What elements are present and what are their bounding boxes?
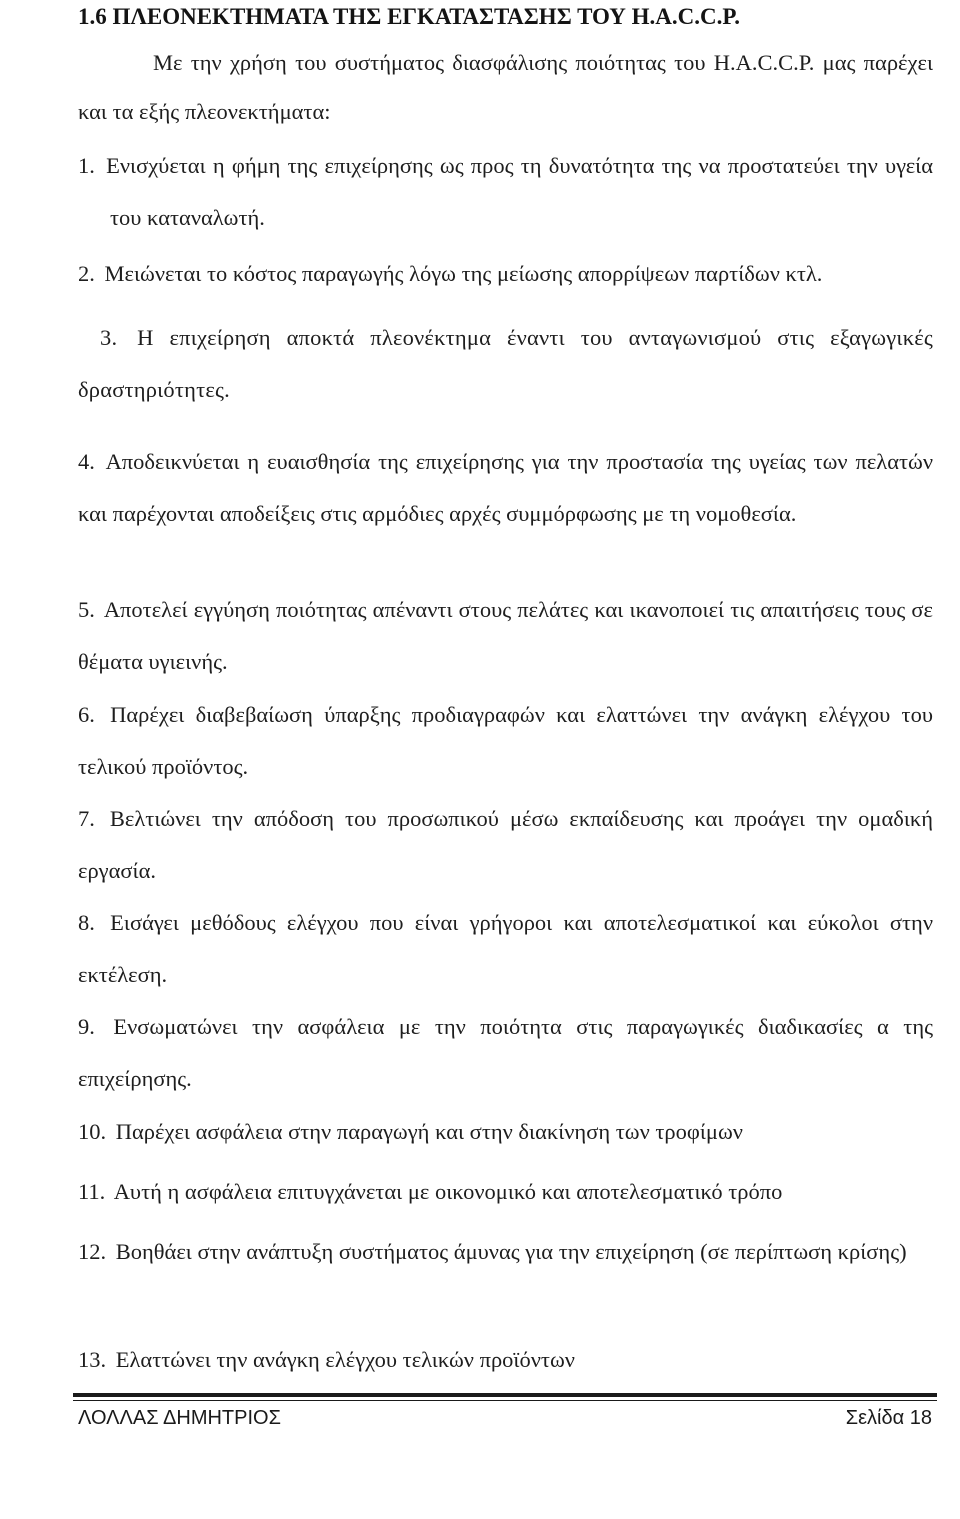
footer-divider [73, 1393, 937, 1397]
list-item-text: Ενσωματώνει την ασφάλεια με την ποιότητα στις παραγωγικές διαδικασίες α της επιχείρησης. [78, 1014, 933, 1091]
list-item-text: Ενισχύεται η φήμη της επιχείρησης ως προς τη δυνατότητα της να προστατεύει την υγεία του καταναλωτή. [106, 153, 934, 230]
section-heading: 1.6 ΠΛΕΟΝΕΚΤΗΜΑΤΑ ΤΗΣ ΕΓΚΑΤΑΣΤΑΣΗΣ ΤΟΥ Η.Α.C.C.P. [78, 4, 741, 29]
list-item-text: Εισάγει μεθόδους ελέγχου που είναι γρήγοροι και αποτελεσματικοί και εύκολοι στην εκτέλεση. [78, 910, 933, 987]
list-item-number: 12. [78, 1239, 107, 1264]
list-item [78, 689, 933, 793]
list-item [78, 897, 933, 1001]
list-item [78, 1001, 933, 1105]
list-item-number: 8. [78, 910, 95, 935]
list-item-text: Η επιχείρηση αποκτά πλεονέκτημα έναντι του ανταγωνισμού στις εξαγωγικές δραστηριότητες. [78, 325, 933, 402]
list-item [78, 1166, 933, 1218]
footer-divider-thin [73, 1400, 937, 1401]
list-item-text: Βοηθάει στην ανάπτυξη συστήματος άμυνας για την επιχείρηση (σε περίπτωση κρίσης) [115, 1239, 907, 1264]
list-item [78, 140, 933, 244]
list-item [78, 793, 933, 897]
list-item [78, 1106, 933, 1158]
list-item [78, 312, 933, 416]
list-item-number: 7. [78, 806, 95, 831]
list-item-text: Ελαττώνει την ανάγκη ελέγχου τελικών προϊόντων [115, 1347, 575, 1372]
list-item [78, 248, 933, 300]
list-item-text: Αποδεικνύεται η ευαισθησία της επιχείρησης για την προστασία της υγείας των πελατών και παρέχονται αποδείξεις στις αρμόδιες αρχές συμμόρφωσης με τη νομοθεσία. [78, 449, 934, 526]
list-item-text: Παρέχει ασφάλεια στην παραγωγή και στην διακίνηση των τροφίμων [115, 1119, 743, 1144]
intro-paragraph: Με την χρήση του συστήματος διασφάλισης ποιότητας του H.A.C.C.P. μας παρέχει και τα εξής πλεονεκτήματα: [78, 50, 933, 124]
list-item-text: Μειώνεται το κόστος παραγωγής λόγω της μείωσης απορρίψεων παρτίδων κτλ. [104, 261, 823, 286]
list-item-number: 1. [78, 153, 95, 178]
list-item-number: 4. [78, 449, 95, 474]
list-item-number: 2. [78, 261, 95, 286]
list-item [78, 436, 933, 540]
list-item-number: 3. [100, 325, 118, 350]
list-item-number: 10. [78, 1119, 107, 1144]
list-item-text: Αυτή η ασφάλεια επιτυγχάνεται με οικονομικό και αποτελεσματικό τρόπο [113, 1179, 783, 1204]
list-item-number: 9. [78, 1014, 95, 1039]
list-item [78, 1334, 933, 1386]
list-item-number: 13. [78, 1347, 107, 1372]
page-number: Σελίδα 18 [845, 1407, 932, 1429]
footer-author: ΛΟΛΛΑΣ ΔΗΜΗΤΡΙΟΣ [78, 1407, 281, 1429]
list-item-number: 5. [78, 597, 95, 622]
list-item [78, 1226, 933, 1278]
list-item-text: Παρέχει διαβεβαίωση ύπαρξης προδιαγραφών και ελαττώνει την ανάγκη ελέγχου του τελικού προϊόντος. [78, 702, 933, 779]
list-item [78, 584, 933, 688]
list-item-text: Αποτελεί εγγύηση ποιότητας απέναντι στους πελάτες και ικανοποιεί τις απαιτήσεις τους σε θέματα υγιεινής. [78, 597, 934, 674]
list-item-number: 11. [78, 1179, 106, 1204]
list-item-text: Βελτιώνει την απόδοση του προσωπικού μέσω εκπαίδευσης και προάγει την ομαδική εργασία. [78, 806, 934, 883]
list-item-number: 6. [78, 702, 95, 727]
